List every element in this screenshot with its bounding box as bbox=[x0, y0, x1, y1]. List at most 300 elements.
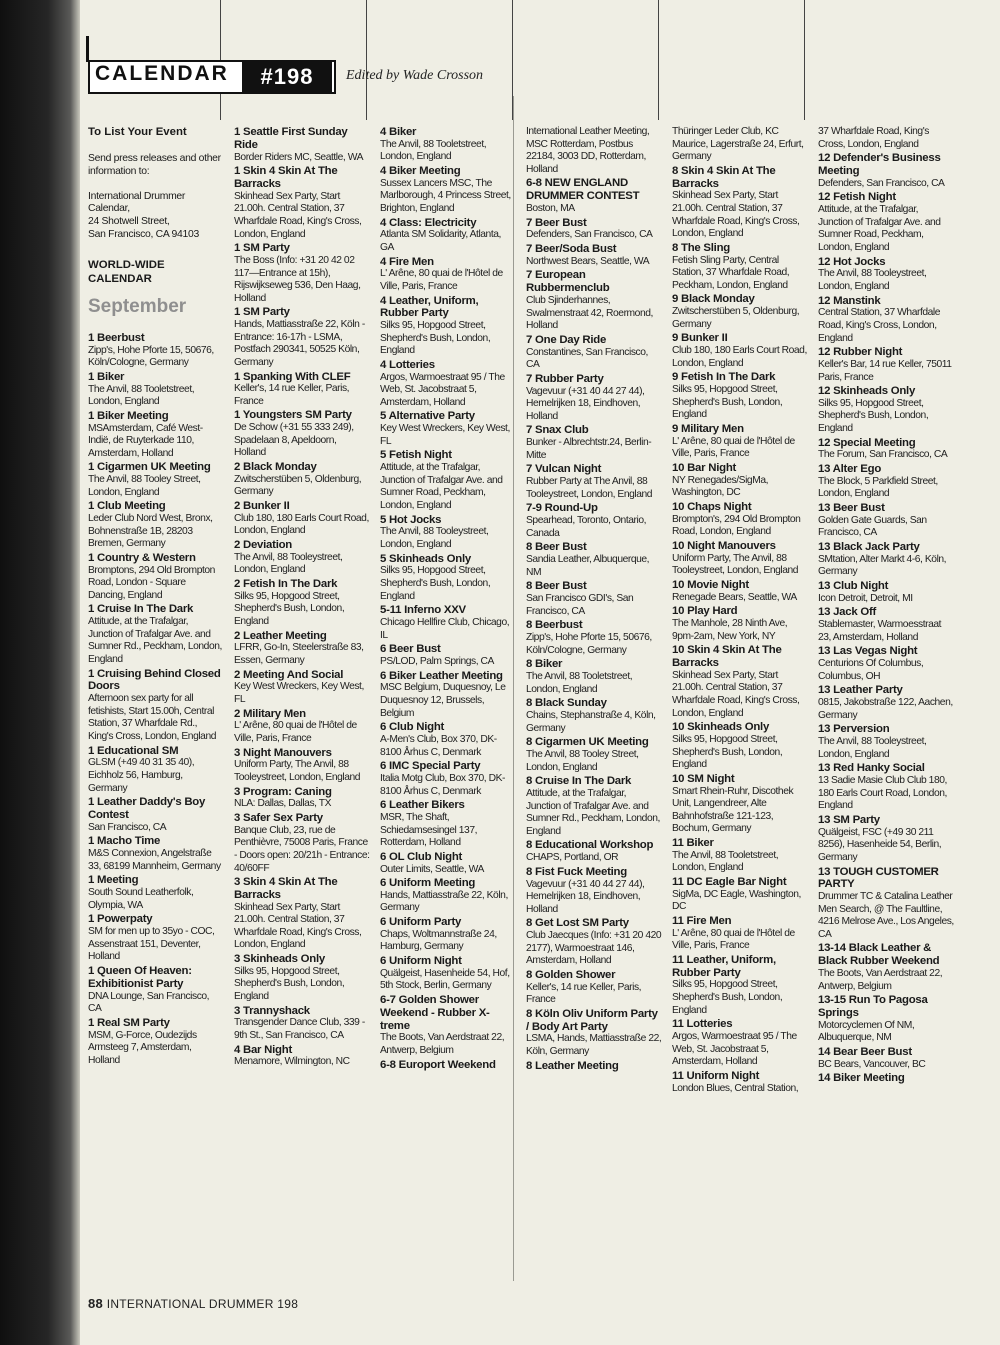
event-entry bbox=[526, 334, 662, 372]
event-title: 13 Leather Party bbox=[818, 684, 903, 697]
event-title: 8 Köln Oliv Uniform Party / Body Art Party bbox=[526, 1007, 658, 1033]
event-entry bbox=[672, 293, 808, 331]
event-title: 6 Uniform Party bbox=[380, 916, 462, 929]
event-title: 11 Biker bbox=[672, 836, 714, 849]
address-line: 24 Shotwell Street, bbox=[88, 216, 170, 228]
event-title: 13 Red Hanky Social bbox=[818, 762, 925, 775]
event-details: Silks 95, Hopgood Street, Shepherd's Bush, London, England bbox=[380, 565, 491, 602]
event-title: 9 Bunker II bbox=[672, 332, 728, 345]
event-title: 6 Beer Bust bbox=[380, 643, 441, 656]
event-entry bbox=[234, 708, 370, 746]
event-entry bbox=[818, 191, 954, 254]
event-details: Golden Gate Guards, San Francisco, CA bbox=[818, 514, 927, 539]
event-details: MSR, The Shaft, Schiedamsesingel 137, Rotterdam, Holland bbox=[380, 811, 478, 849]
event-title: 12 Skinheads Only bbox=[818, 385, 916, 398]
event-details: L' Arêne, 80 quai de l'Hôtel de Ville, Paris, France bbox=[672, 435, 795, 460]
event-title: 13-15 Run To Pagosa Springs bbox=[818, 994, 928, 1020]
event-entry bbox=[818, 814, 954, 865]
event-details: The Anvil, 88 Tooley Street, London, England bbox=[88, 474, 201, 498]
event-list bbox=[672, 126, 808, 1095]
event-title: 13-14 Black Leather & Black Rubber Weekend bbox=[818, 942, 940, 968]
event-entry bbox=[672, 501, 808, 539]
event-details: 37 Wharfdale Road, King's Cross, London, England bbox=[818, 126, 929, 150]
event-entry bbox=[818, 723, 954, 761]
calendar-column-5 bbox=[672, 126, 808, 1096]
event-details: MSM, G-Force, Oudezijds Armsteeg 7, Amsterdam, Holland bbox=[88, 1029, 197, 1066]
event-entry bbox=[234, 669, 370, 707]
calendar-column-4 bbox=[526, 126, 662, 1073]
event-title: 5 Alternative Party bbox=[380, 410, 475, 423]
event-details: Zipp's, Hohe Pforte 15, 50676, Köln/Cologne, Germany bbox=[88, 344, 214, 369]
event-entry bbox=[234, 630, 370, 668]
event-details: The Anvil, 88 Tooley Street, London, England bbox=[526, 748, 639, 773]
event-title: 9 Fetish In The Dark bbox=[672, 371, 776, 384]
event-details: L' Arêne, 80 quai de l'Hôtel de Ville, Paris, France bbox=[672, 927, 795, 952]
event-details: Silks 95, Hopgood Street, Shepherd's Bush, London, England bbox=[234, 590, 345, 627]
event-title: 8 Beerbust bbox=[526, 619, 583, 632]
event-entry bbox=[818, 346, 954, 384]
event-entry bbox=[380, 359, 516, 410]
event-details: MSC Belgium, Duquesnoy, Le Duquesnoy 12, Brussels, Belgium bbox=[380, 682, 506, 719]
event-entry bbox=[672, 540, 808, 578]
event-details: The Boots, Van Aerdstraat 22, Antwerp, Belgium bbox=[380, 1032, 505, 1057]
event-entry bbox=[526, 502, 662, 540]
event-title: 2 Black Monday bbox=[234, 461, 317, 474]
event-entry bbox=[234, 876, 370, 952]
event-entry bbox=[818, 437, 954, 462]
event-entry bbox=[380, 1059, 516, 1072]
header-tab-mark bbox=[86, 36, 89, 62]
event-details: De Schow (+31 55 333 249), Spadelaan 8, Apeldoorn, Holland bbox=[234, 422, 354, 459]
event-details: Menamore, Wilmington, NC bbox=[234, 1056, 350, 1068]
publication-name: INTERNATIONAL DRUMMER 198 bbox=[106, 1297, 299, 1311]
event-title: 1 Macho Time bbox=[88, 835, 161, 848]
event-details: Club Sjinderhannes, Swalmenstraat 42, Roermond, Holland bbox=[526, 294, 653, 332]
event-details: SM for men up to 35yo - COC, Assenstraat 151, Deventer, Holland bbox=[88, 926, 215, 963]
event-title: 1 Biker Meeting bbox=[88, 409, 169, 422]
event-details: South Sound Leatherfolk, Olympia, WA bbox=[88, 887, 194, 911]
event-title: 7 Rubber Party bbox=[526, 372, 604, 385]
event-title: 1 Seattle First Sunday Ride bbox=[234, 126, 348, 151]
event-details: Icon Detroit, Detroit, MI bbox=[818, 592, 913, 604]
event-details: Silks 95, Hopgood Street, Shepherd's Bush, London, England bbox=[380, 320, 491, 357]
event-title: 5-11 Inferno XXV bbox=[380, 604, 466, 617]
event-details: Silks 95, Hopgood Street, Shepherd's Bush, London, England bbox=[818, 397, 929, 435]
event-details: LSMA, Hands, Mattiasstraße 22, Köln, Germany bbox=[526, 1033, 662, 1058]
event-details: Fetish Sling Party, Central Station, 37 Wharfdale Road, Peckham, London, England bbox=[672, 254, 790, 291]
event-entry bbox=[380, 449, 516, 512]
event-details: The Anvil, 88 Tooleystreet, London, England bbox=[380, 526, 489, 551]
event-title: 8 Beer Bust bbox=[526, 541, 587, 554]
event-list bbox=[380, 126, 516, 1071]
event-details: NY Renegades/SigMa, Washington, DC bbox=[672, 474, 769, 499]
event-title: 5 Fetish Night bbox=[380, 449, 452, 462]
event-details: Hands, Mattiasstraße 22, Köln, Germany bbox=[380, 889, 508, 914]
event-details: San Francisco GDI's, San Francisco, CA bbox=[526, 593, 634, 617]
event-details: Sandia Leather, Albuquerque, NM bbox=[526, 554, 650, 578]
event-entry bbox=[526, 697, 662, 735]
calendar-column-3 bbox=[380, 126, 516, 1072]
event-title: 1 Country & Western bbox=[88, 551, 196, 564]
event-details: The Block, 5 Parkfield Street, London, England bbox=[818, 475, 938, 500]
page-number: 88 bbox=[88, 1296, 104, 1311]
event-details: Central Station, 37 Wharfdale Road, King's Cross, London, England bbox=[818, 307, 941, 344]
event-list bbox=[526, 126, 662, 1072]
event-title: 12 Defender's Business Meeting bbox=[818, 152, 941, 177]
event-details: Attitude, at the Trafalgar, Junction of Trafalgar Ave. and Sumner Rd., Peckham, London, England bbox=[88, 616, 222, 666]
event-entry bbox=[818, 1072, 954, 1085]
event-details: Keller's, 14 rue Keller, Paris, France bbox=[234, 383, 350, 407]
event-list bbox=[234, 126, 370, 1069]
event-entry bbox=[526, 424, 662, 462]
event-entry bbox=[526, 839, 662, 864]
event-entry bbox=[818, 580, 954, 605]
event-details: Club 180, 180 Earls Court Road, London, England bbox=[672, 345, 807, 369]
event-entry bbox=[672, 1018, 808, 1069]
event-title: 1 Cigarmen UK Meeting bbox=[88, 461, 211, 474]
event-details: Thüringer Leder Club, KC Maurice, Lagerstraße 24, Erfurt, Germany bbox=[672, 126, 804, 163]
event-title: 5 Hot Jocks bbox=[380, 513, 442, 526]
event-details: Zwitscherstüben 5, Oldenburg, Germany bbox=[234, 473, 362, 498]
event-details: Defenders, San Francisco, CA bbox=[818, 177, 945, 189]
event-title: 7 Snax Club bbox=[526, 424, 589, 437]
event-entry bbox=[672, 644, 808, 720]
event-details: The Anvil, 88 Tooletstreet, London, England bbox=[88, 383, 195, 408]
event-entry bbox=[672, 579, 808, 604]
calendar-column-2 bbox=[234, 126, 370, 1070]
event-entry bbox=[526, 917, 662, 968]
event-details: Keller's, 14 rue Keller, Paris, France bbox=[526, 981, 642, 1006]
event-title: 13 TOUGH CUSTOMER PARTY bbox=[818, 865, 939, 891]
header-title: CALENDAR bbox=[95, 62, 229, 85]
event-title: 10 Skinheads Only bbox=[672, 721, 770, 734]
event-entry bbox=[818, 502, 954, 540]
event-details: Centurions Of Columbus, Columbus, OH bbox=[818, 658, 924, 682]
event-entry bbox=[526, 126, 662, 176]
event-entry bbox=[526, 177, 662, 215]
issue-number: #198 bbox=[242, 60, 332, 93]
event-entry bbox=[380, 851, 516, 876]
event-title: 2 Meeting And Social bbox=[234, 668, 344, 681]
event-entry bbox=[526, 243, 662, 268]
event-details: Atlanta SM Solidarity, Atlanta, GA bbox=[380, 229, 501, 253]
event-details: Chains, Stephanstraße 4, Köln, Germany bbox=[526, 709, 656, 734]
event-entry bbox=[380, 643, 516, 668]
event-title: 1 Meeting bbox=[88, 874, 139, 887]
event-entry bbox=[380, 955, 516, 993]
event-entry bbox=[234, 500, 370, 538]
event-entry bbox=[380, 514, 516, 552]
event-list bbox=[88, 332, 224, 1068]
event-title: 10 Play Hard bbox=[672, 605, 738, 618]
event-details: L' Arêne, 80 quai de l'Hôtel de Ville, Paris, France bbox=[234, 720, 357, 744]
event-entry bbox=[818, 126, 954, 151]
event-details: Leder Club Nord West, Bronx, Bohnenstraße 1B, 28203 Bremen, Germany bbox=[88, 513, 213, 550]
event-entry bbox=[88, 332, 224, 370]
intro-instructions: Send press releases and other information to: bbox=[88, 153, 221, 177]
event-details: Spearhead, Toronto, Ontario, Canada bbox=[526, 515, 647, 539]
event-title: 6 Biker Leather Meeting bbox=[380, 669, 503, 682]
event-entry bbox=[818, 606, 954, 644]
event-entry bbox=[672, 721, 808, 772]
event-title: 7 One Day Ride bbox=[526, 333, 607, 346]
editor-credit: Edited by Wade Crosson bbox=[346, 68, 484, 83]
event-entry bbox=[380, 799, 516, 850]
event-title: 3 Skin 4 Skin At The Barracks bbox=[234, 876, 338, 901]
event-title: 11 Fire Men bbox=[672, 914, 732, 927]
event-entry bbox=[672, 126, 808, 164]
event-entry bbox=[234, 371, 370, 409]
event-title: 12 Rubber Night bbox=[818, 346, 903, 359]
event-title: 8 The Sling bbox=[672, 241, 731, 254]
event-details: Bromptons, 294 Old Brompton Road, London - Square Dancing, England bbox=[88, 564, 215, 601]
event-details: PS/LOD, Palm Springs, CA bbox=[380, 655, 494, 667]
event-title: 10 Skin 4 Skin At The Barracks bbox=[672, 644, 782, 669]
event-title: 6-8 NEW ENGLAND DRUMMER CONTEST bbox=[526, 177, 640, 203]
event-title: 13 Alter Ego bbox=[818, 463, 882, 476]
event-title: 13 Black Jack Party bbox=[818, 541, 920, 554]
event-title: 3 Skinheads Only bbox=[234, 953, 325, 966]
event-list bbox=[818, 126, 954, 1085]
event-title: 7 Vulcan Night bbox=[526, 463, 602, 476]
event-entry bbox=[672, 605, 808, 643]
event-entry bbox=[818, 1046, 954, 1071]
event-details: Argos, Warmoestraat 95 / The Web, St. Jacobstraat 5, Amsterdam, Holland bbox=[380, 371, 505, 408]
event-entry bbox=[818, 645, 954, 683]
event-entry bbox=[88, 745, 224, 796]
event-details: A-Men's Club, Box 370, DK-8100 Århus C, Denmark bbox=[380, 733, 497, 758]
event-title: 10 Movie Night bbox=[672, 578, 749, 591]
event-details: Skinhead Sex Party, Start 21.00h. Central Station, 37 Wharfdale Road, King's Cross, London, England bbox=[234, 901, 362, 951]
event-details: Transgender Dance Club, 339 - 9th St., San Francisco, CA bbox=[234, 1017, 365, 1042]
event-details: Skinhead Sex Party, Start 21.00h. Central Station, 37 Wharfdale Road, King's Cross, London, England bbox=[672, 669, 800, 719]
event-details: Afternoon sex party for all fetishists, Start 15.00h, Central Station, 37 Wharfdale Rd., King's Cross, London, England bbox=[88, 693, 217, 743]
event-title: 1 Skin 4 Skin At The Barracks bbox=[234, 165, 338, 190]
event-entry bbox=[818, 385, 954, 436]
event-details: Sussex Lancers MSC, The Marlborough, 4 Princess Street, Brighton, England bbox=[380, 177, 511, 214]
event-entry bbox=[818, 866, 954, 942]
event-title: 13 SM Party bbox=[818, 813, 880, 826]
mailing-address bbox=[88, 191, 224, 242]
intro-heading: To List Your Event bbox=[88, 126, 187, 138]
event-details: The Forum, San Francisco, CA bbox=[818, 449, 948, 461]
event-entry bbox=[88, 410, 224, 461]
event-entry bbox=[380, 126, 516, 164]
event-details: Club Jaecques (Info: +31 20 420 2177), Warmoestraat 146, Amsterdam, Holland bbox=[526, 930, 662, 967]
event-title: 4 Biker bbox=[380, 126, 417, 138]
event-details: Renegade Bears, Seattle, WA bbox=[672, 591, 797, 603]
event-entry bbox=[380, 604, 516, 642]
event-title: 3 Trannyshack bbox=[234, 1004, 310, 1017]
event-title: 1 Club Meeting bbox=[88, 500, 166, 513]
event-entry bbox=[818, 684, 954, 722]
event-title: 8 Leather Meeting bbox=[526, 1059, 619, 1072]
event-entry bbox=[672, 954, 808, 1017]
event-title: 8 Cigarmen UK Meeting bbox=[526, 736, 649, 749]
event-details: Banque Club, 23, rue de Penthièvre, 75008 Paris, France - Doors open: 20/21h - Entrance: 40/60FF bbox=[234, 824, 370, 874]
event-details: Zipp's, Hohe Pforte 15, 50676, Köln/Cologne, Germany bbox=[526, 632, 652, 656]
event-details: Uniform Party, The Anvil, 88 Tooleystreet, London, England bbox=[672, 552, 799, 577]
event-title: 8 Beer Bust bbox=[526, 580, 587, 593]
event-title: 6 Uniform Night bbox=[380, 955, 462, 968]
event-details: Constantines, San Francisco, CA bbox=[526, 346, 648, 371]
event-entry bbox=[818, 463, 954, 501]
event-entry bbox=[88, 371, 224, 409]
event-details: The Anvil, 88 Tooletstreet, London, England bbox=[526, 670, 633, 695]
event-entry bbox=[380, 994, 516, 1058]
event-entry bbox=[234, 409, 370, 460]
event-details: Italia Motg Club, Box 370, DK-8100 Århus C, Denmark bbox=[380, 772, 506, 797]
event-title: 1 Spanking With CLEF bbox=[234, 370, 351, 383]
event-details: Skinhead Sex Party, Start 21.00h. Central Station, 37 Wharfdale Road, King's Cross, London, England bbox=[234, 190, 362, 240]
event-entry bbox=[526, 1008, 662, 1059]
event-details: BC Bears, Vancouver, BC bbox=[818, 1058, 926, 1070]
event-entry bbox=[526, 658, 662, 696]
event-entry bbox=[526, 269, 662, 332]
address-line: International Drummer bbox=[88, 190, 186, 202]
event-details: Silks 95, Hopgood Street, Shepherd's Bush, London, England bbox=[672, 733, 783, 771]
event-title: 7 Beer Bust bbox=[526, 216, 587, 229]
event-details: MSAmsterdam, Café West-Indië, de Ruyterkade 110, Amsterdam, Holland bbox=[88, 422, 203, 459]
worldwide-heading: WORLD-WIDE CALENDAR bbox=[88, 258, 165, 285]
event-title: 6 Leather Bikers bbox=[380, 799, 465, 812]
event-entry bbox=[526, 580, 662, 618]
event-title: 8 Fist Fuck Meeting bbox=[526, 865, 627, 878]
event-title: 11 Lotteries bbox=[672, 1018, 733, 1031]
event-details: Smart Rhein-Ruhr, Discothek Unit, Langendreer, Alte Bahnhofstraße 121-123, Bochum, Germany bbox=[672, 785, 794, 835]
event-entry bbox=[526, 373, 662, 424]
event-title: 6-7 Golden Shower Weekend - Rubber X-treme bbox=[380, 994, 490, 1032]
event-entry bbox=[672, 332, 808, 370]
event-details: The Boss (Info: +31 20 42 02 117—Entrance at 15h), Rijswijkseweg 536, Den Haag, Holland bbox=[234, 254, 361, 304]
event-title: 12 Hot Jocks bbox=[818, 255, 886, 268]
event-entry bbox=[380, 670, 516, 721]
event-title: 4 Leather, Uniform, Rubber Party bbox=[380, 294, 479, 320]
event-title: 4 Bar Night bbox=[234, 1043, 293, 1056]
event-title: 6-8 Europort Weekend bbox=[380, 1058, 496, 1071]
event-title: 3 Safer Sex Party bbox=[234, 811, 323, 824]
event-details: Chaps, Woltmannstraße 24, Hamburg, Germany bbox=[380, 928, 497, 953]
event-title: 8 Skin 4 Skin At The Barracks bbox=[672, 164, 776, 190]
event-entry bbox=[88, 1017, 224, 1068]
event-details: Drummer TC & Catalina Leather Men Search, @ The Faultline, 4216 Melrose Ave., Los Angeles, CA bbox=[818, 891, 954, 940]
event-details: Quälgeist, FSC (+49 30 211 8256), Hasenheide 54, Berlin, Germany bbox=[818, 826, 942, 863]
event-entry bbox=[88, 965, 224, 1016]
event-details: Argos, Warmoestraat 95 / The Web, St. Jacobstraat 5, Amsterdam, Holland bbox=[672, 1031, 797, 1068]
event-entry bbox=[526, 775, 662, 838]
event-entry bbox=[234, 165, 370, 241]
event-details: Quälgeist, Hasenheide 54, Hof, 5th Stock, Berlin, Germany bbox=[380, 967, 510, 992]
event-title: 13 Las Vegas Night bbox=[818, 645, 918, 658]
event-title: 4 Lotteries bbox=[380, 358, 435, 371]
event-details: Hands, Mattiasstraße 22, Köln - Entrance: 16-17h - LSMA, Postfach 290341, 50525 Köln, Germany bbox=[234, 319, 365, 368]
event-title: 7-9 Round-Up bbox=[526, 502, 598, 515]
event-details: Silks 95, Hopgood Street, Shepherd's Bush, London, England bbox=[672, 384, 783, 421]
event-title: 10 Chaps Night bbox=[672, 500, 752, 513]
event-title: 8 Cruise In The Dark bbox=[526, 775, 632, 788]
event-title: 10 SM Night bbox=[672, 772, 735, 785]
event-entry bbox=[380, 217, 516, 255]
event-entry bbox=[672, 915, 808, 953]
event-details: Keller's Bar, 14 rue Keller, 75011 Paris, France bbox=[818, 358, 952, 383]
event-title: 1 SM Party bbox=[234, 306, 290, 319]
event-details: LFRR, Go-In, Steelerstraße 83, Essen, Germany bbox=[234, 642, 364, 666]
event-title: 1 Real SM Party bbox=[88, 1016, 170, 1029]
event-title: 11 Leather, Uniform, Rubber Party bbox=[672, 953, 776, 979]
event-details: SigMa, DC Eagle, Washington, DC bbox=[672, 888, 801, 913]
event-title: 1 Cruising Behind Closed Doors bbox=[88, 667, 221, 693]
event-title: 1 Leather Daddy's Boy Contest bbox=[88, 796, 206, 821]
event-title: 9 Military Men bbox=[672, 422, 744, 435]
event-entry bbox=[672, 165, 808, 241]
event-entry bbox=[88, 913, 224, 964]
event-details: The Boots, Van Aerdstraat 22, Antwerp, Belgium bbox=[818, 968, 943, 992]
event-title: 1 SM Party bbox=[234, 242, 290, 255]
event-details: Uniform Party, The Anvil, 88 Tooleystreet, London, England bbox=[234, 759, 361, 783]
event-details: London Blues, Central Station, bbox=[672, 1082, 799, 1094]
event-title: 13 Club Night bbox=[818, 580, 889, 593]
event-entry bbox=[818, 994, 954, 1045]
event-title: 2 Deviation bbox=[234, 539, 293, 552]
event-entry bbox=[88, 552, 224, 603]
event-details: 13 Sadie Masie Club Club 180, 180 Earls Court Road, London, England bbox=[818, 775, 947, 812]
event-entry bbox=[672, 773, 808, 836]
event-details: Border Riders MC, Seattle, WA bbox=[234, 151, 364, 163]
event-title: 8 Black Sunday bbox=[526, 697, 607, 710]
event-details: Vagevuur (+31 40 44 27 44), Hemelrijken 18, Eindhoven, Holland bbox=[526, 878, 645, 915]
event-details: L' Arêne, 80 quai de l'Hôtel de Ville, Paris, France bbox=[380, 268, 503, 292]
event-entry bbox=[526, 736, 662, 774]
address-line: Calendar, bbox=[88, 203, 130, 215]
event-details: International Leather Meeting, MSC Rotterdam, Postbus 22184, 3003 DD, Rotterdam, Holland bbox=[526, 126, 650, 175]
event-details: M&S Connexion, Angelstraße 33, 68199 Mannheim, Germany bbox=[88, 848, 221, 872]
event-title: 14 Bear Beer Bust bbox=[818, 1046, 912, 1059]
event-title: 1 Beerbust bbox=[88, 331, 145, 344]
column-rule-top bbox=[366, 0, 367, 120]
address-line: San Francisco, CA 94103 bbox=[88, 228, 199, 240]
event-title: 6 Club Night bbox=[380, 721, 445, 734]
event-entry bbox=[234, 539, 370, 577]
event-details: Skinhead Sex Party, Start 21.00h. Central Station, 37 Wharfdale Road, King's Cross, London, England bbox=[672, 190, 800, 240]
event-entry bbox=[88, 500, 224, 551]
event-details: DNA Lounge, San Francisco, CA bbox=[88, 990, 210, 1015]
event-title: 1 Powerpaty bbox=[88, 913, 153, 926]
event-entry bbox=[234, 578, 370, 629]
event-details: Rubber Party at The Anvil, 88 Tooleystreet, London, England bbox=[526, 476, 653, 500]
event-details: Motorcyclemen Of NM, Albuquerque, NM bbox=[818, 1019, 915, 1044]
event-title: 2 Bunker II bbox=[234, 500, 290, 513]
event-entry bbox=[380, 410, 516, 448]
event-details: CHAPS, Portland, OR bbox=[526, 852, 619, 864]
month-heading: September bbox=[88, 295, 187, 317]
event-details: The Manhole, 28 Ninth Ave, 9pm-2am, New York, NY bbox=[672, 618, 788, 642]
event-entry bbox=[88, 603, 224, 666]
event-entry bbox=[818, 152, 954, 190]
event-entry bbox=[234, 747, 370, 785]
event-title: 6 OL Club Night bbox=[380, 850, 463, 863]
event-entry bbox=[380, 760, 516, 798]
event-title: 13 Jack Off bbox=[818, 606, 877, 619]
event-details: Brompton's, 294 Old Brompton Road, London, England bbox=[672, 513, 801, 538]
event-details: Vagevuur (+31 40 44 27 44), Hemelrijken 18, Eindhoven, Holland bbox=[526, 385, 645, 422]
event-details: San Francisco, CA bbox=[88, 821, 167, 833]
event-title: 12 Special Meeting bbox=[818, 436, 916, 449]
event-entry bbox=[234, 242, 370, 305]
event-details: Zwitscherstüben 5, Oldenburg, Germany bbox=[672, 306, 800, 330]
event-title: 1 Queen Of Heaven: Exhibitionist Party bbox=[88, 964, 192, 990]
event-title: 1 Educational SM bbox=[88, 744, 179, 757]
event-entry bbox=[88, 835, 224, 873]
